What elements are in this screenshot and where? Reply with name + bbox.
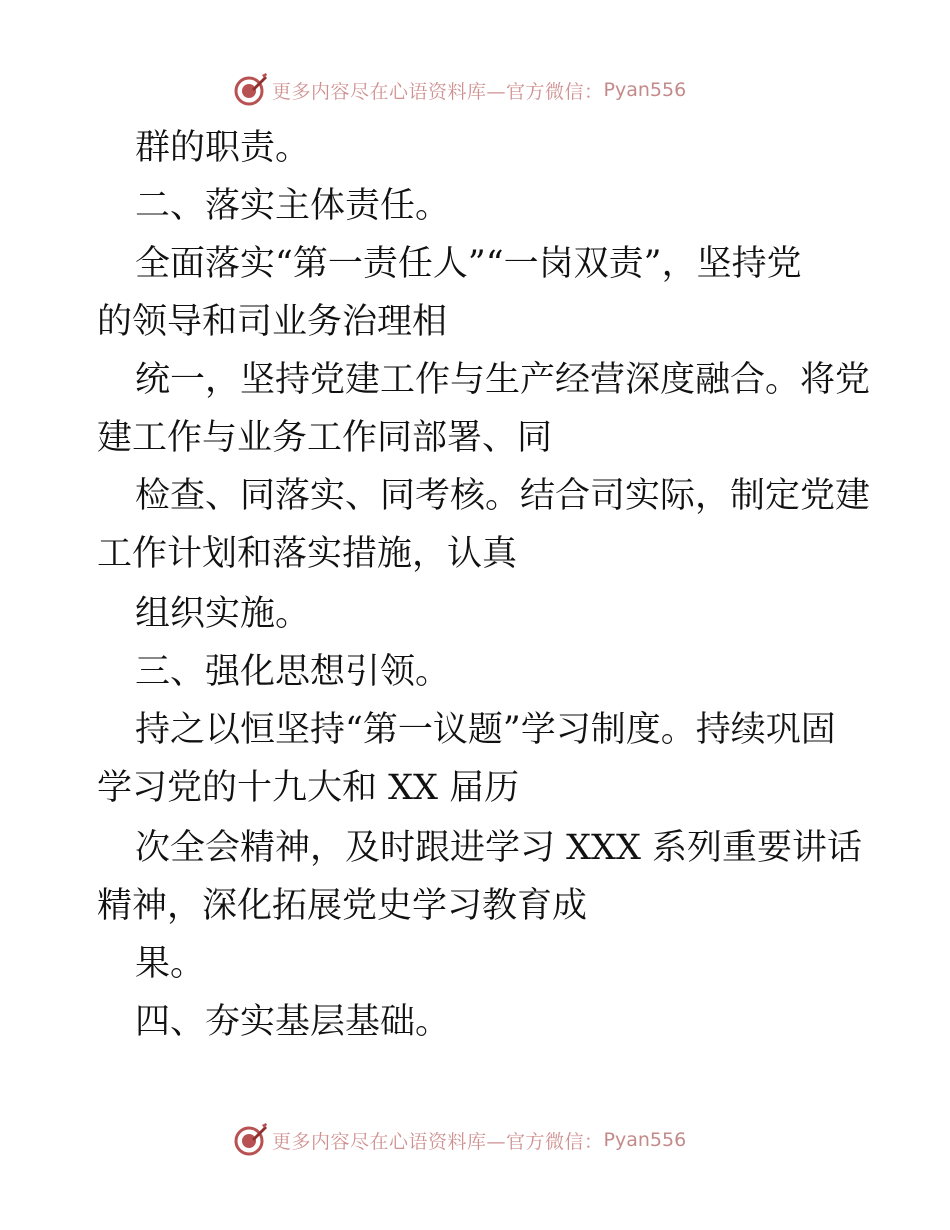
footer-watermark	[232, 1120, 752, 1160]
text-line: 工作计划和落实措施，认真	[97, 534, 518, 574]
text-line: 次全会精神，及时跟进学习 XXX 系列重要讲话	[135, 828, 863, 868]
watermark-text: 更多内容尽在心语资料库—官方微信：	[272, 80, 604, 103]
section-heading: 二、落实主体责任。	[135, 186, 451, 226]
text-line: 组织实施。	[135, 594, 311, 634]
text-line: 精神，深化拓展党史学习教育成	[97, 886, 588, 926]
pen-logo-icon	[232, 1122, 268, 1158]
watermark-wechat-id: Pyan556	[603, 79, 687, 101]
section-heading: 四、夯实基层基础。	[135, 1002, 451, 1042]
header-watermark	[232, 70, 752, 110]
text-line: 群的职责。	[135, 128, 311, 168]
text-line: 全面落实“第一责任人”“一岗双责”，坚持党	[135, 244, 802, 284]
section-heading: 三、强化思想引领。	[135, 652, 451, 692]
text-line: 建工作与业务工作同部署、同	[97, 418, 553, 458]
pen-logo-icon	[232, 72, 268, 108]
watermark-text: 更多内容尽在心语资料库—官方微信：	[272, 1130, 604, 1153]
text-line: 果。	[135, 944, 206, 984]
text-line: 持之以恒坚持“第一议题”学习制度。持续巩固	[135, 710, 836, 750]
watermark-wechat-id: Pyan556	[603, 1129, 687, 1151]
text-line: 学习党的十九大和 XX 届历	[97, 768, 520, 808]
text-line: 统一，坚持党建工作与生产经营深度融合。将党	[135, 360, 871, 400]
text-line: 检查、同落实、同考核。结合司实际，制定党建	[135, 476, 871, 516]
text-line: 的领导和司业务治理相	[97, 302, 448, 342]
